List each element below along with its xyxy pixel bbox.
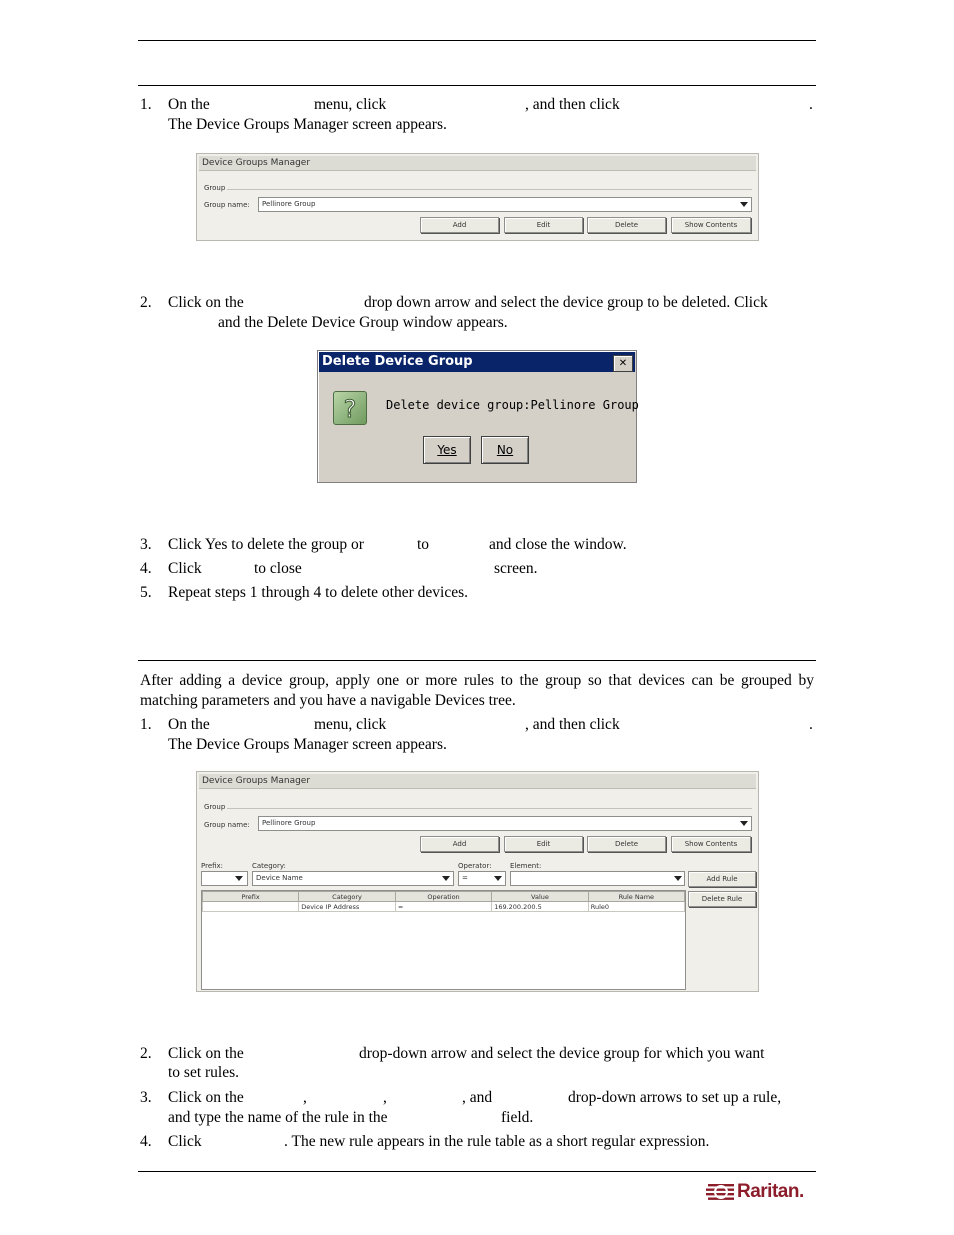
step-text: The Device Groups Manager screen appears. bbox=[168, 116, 447, 133]
step-text: On the bbox=[168, 96, 210, 113]
chevron-down-icon[interactable] bbox=[494, 876, 502, 881]
prefix-label: Prefix: bbox=[201, 862, 224, 870]
step-text: screen. bbox=[494, 560, 538, 577]
table-cell: Device IP Address bbox=[299, 902, 396, 912]
delete-rule-button[interactable]: Delete Rule bbox=[688, 891, 756, 907]
rules-table-container bbox=[201, 890, 686, 990]
column-header[interactable]: Prefix bbox=[203, 892, 299, 902]
step-number: 4. bbox=[140, 560, 152, 577]
dialog-message: Delete device group:Pellinore Group bbox=[386, 398, 639, 412]
step-text: Click bbox=[168, 1133, 202, 1150]
chevron-down-icon[interactable] bbox=[674, 876, 682, 881]
group-label: Group bbox=[204, 184, 226, 192]
step-text: . bbox=[809, 716, 813, 733]
edit-button[interactable]: Edit bbox=[504, 217, 583, 233]
step-text: Click bbox=[168, 560, 202, 577]
category-value: Device Name bbox=[256, 874, 303, 882]
operator-value: = bbox=[462, 874, 468, 882]
no-button[interactable]: No bbox=[481, 436, 529, 464]
step-text: Click on the bbox=[168, 294, 244, 311]
rules-table bbox=[202, 891, 685, 912]
step-text: and the Delete Device Group window appears. bbox=[218, 314, 508, 331]
step-text: , bbox=[383, 1089, 387, 1106]
step-text: Click Yes to delete the group or bbox=[168, 536, 364, 553]
element-label: Element: bbox=[510, 862, 542, 870]
yes-button[interactable]: Yes bbox=[423, 436, 471, 464]
group-name-label: Group name: bbox=[204, 201, 250, 209]
step-text: to close bbox=[254, 560, 302, 577]
device-groups-manager-rules-panel bbox=[196, 771, 759, 992]
step-text: to set rules. bbox=[168, 1064, 240, 1081]
group-name-label: Group name: bbox=[204, 821, 250, 829]
section-rule-2 bbox=[138, 660, 816, 661]
device-groups-manager-panel bbox=[196, 153, 759, 241]
table-cell: 169.200.200.5 bbox=[492, 902, 589, 912]
step-text: , and bbox=[462, 1089, 493, 1106]
column-header[interactable]: Operation bbox=[395, 892, 491, 902]
operator-label: Operator: bbox=[458, 862, 492, 870]
chevron-down-icon[interactable] bbox=[740, 202, 748, 207]
chevron-down-icon[interactable] bbox=[442, 876, 450, 881]
step-text: drop-down arrow and select the device group for which you want bbox=[359, 1045, 765, 1062]
step-number: 4. bbox=[140, 1133, 152, 1150]
group-name-value: Pellinore Group bbox=[262, 200, 316, 208]
step-text: to bbox=[417, 536, 430, 553]
step-text: , bbox=[303, 1089, 307, 1106]
step-text: and close the window. bbox=[489, 536, 627, 553]
panel-title: Device Groups Manager bbox=[199, 156, 756, 171]
chevron-down-icon[interactable] bbox=[235, 876, 243, 881]
step-text: . bbox=[809, 96, 813, 113]
step-number: 3. bbox=[140, 1089, 152, 1106]
step-number: 1. bbox=[140, 96, 152, 113]
step-number: 1. bbox=[140, 716, 152, 733]
group-separator bbox=[227, 189, 752, 190]
step-text: menu, click bbox=[314, 96, 387, 113]
step-number: 3. bbox=[140, 536, 152, 553]
svg-text:?: ? bbox=[343, 395, 357, 423]
group-name-select[interactable] bbox=[258, 816, 752, 831]
step-number: 2. bbox=[140, 294, 152, 311]
group-separator bbox=[227, 808, 752, 809]
raritan-logo-text: Raritan. bbox=[737, 1181, 804, 1202]
step-text: Repeat steps 1 through 4 to delete other devices. bbox=[168, 584, 469, 601]
step-text: , and then click bbox=[525, 716, 620, 733]
step-text: Click on the bbox=[168, 1045, 244, 1062]
question-icon bbox=[333, 391, 367, 425]
step-number: 5. bbox=[140, 584, 152, 601]
group-label: Group bbox=[204, 803, 226, 811]
column-header[interactable]: Value bbox=[492, 892, 589, 902]
footer-rule bbox=[138, 1171, 816, 1172]
close-icon: ✕ bbox=[618, 358, 628, 369]
show-contents-button[interactable]: Show Contents bbox=[671, 217, 751, 233]
chevron-down-icon[interactable] bbox=[740, 821, 748, 826]
panel-title: Device Groups Manager bbox=[199, 774, 756, 789]
group-name-value: Pellinore Group bbox=[262, 819, 316, 827]
raritan-mark-icon bbox=[706, 1181, 736, 1203]
header-rule bbox=[138, 40, 816, 41]
column-header[interactable]: Category bbox=[299, 892, 396, 902]
table-cell bbox=[203, 902, 299, 912]
step-text: The Device Groups Manager screen appears. bbox=[168, 736, 447, 753]
dialog-title-text: Delete Device Group bbox=[322, 354, 473, 369]
table-cell: Rule0 bbox=[588, 902, 684, 912]
table-row[interactable] bbox=[203, 902, 685, 912]
show-contents-button[interactable]: Show Contents bbox=[671, 836, 751, 852]
dialog-title bbox=[319, 352, 635, 372]
step-text: menu, click bbox=[314, 716, 387, 733]
section-rule-1 bbox=[138, 85, 816, 86]
step-text: drop down arrow and select the device group to be deleted. Click bbox=[364, 294, 768, 311]
add-button[interactable]: Add bbox=[420, 836, 499, 852]
group-name-select[interactable] bbox=[258, 197, 752, 212]
category-label: Category: bbox=[252, 862, 286, 870]
table-cell: = bbox=[395, 902, 491, 912]
step-text: . The new rule appears in the rule table as a short regular expression. bbox=[284, 1133, 710, 1150]
add-button[interactable]: Add bbox=[420, 217, 499, 233]
close-button[interactable] bbox=[613, 355, 633, 372]
add-rule-button[interactable]: Add Rule bbox=[688, 871, 756, 887]
delete-button[interactable]: Delete bbox=[587, 836, 666, 852]
element-input[interactable] bbox=[510, 871, 685, 886]
delete-button[interactable]: Delete bbox=[587, 217, 666, 233]
step-text: On the bbox=[168, 716, 210, 733]
column-header[interactable]: Rule Name bbox=[588, 892, 684, 902]
category-select[interactable] bbox=[252, 871, 454, 886]
step-text: Click on the bbox=[168, 1089, 244, 1106]
step-text: drop-down arrows to set up a rule, bbox=[568, 1089, 782, 1106]
step-number: 2. bbox=[140, 1045, 152, 1062]
delete-device-group-dialog bbox=[317, 350, 637, 483]
edit-button[interactable]: Edit bbox=[504, 836, 583, 852]
step-text: , and then click bbox=[525, 96, 620, 113]
raritan-logo bbox=[706, 1180, 814, 1204]
step-text: and type the name of the rule in the bbox=[168, 1109, 388, 1126]
step-text: field. bbox=[501, 1109, 534, 1126]
section-intro: After adding a device group, apply one or more rules to the group so that devices can be grouped by matching parameters and you have a navigable Devices tree. bbox=[140, 672, 814, 709]
